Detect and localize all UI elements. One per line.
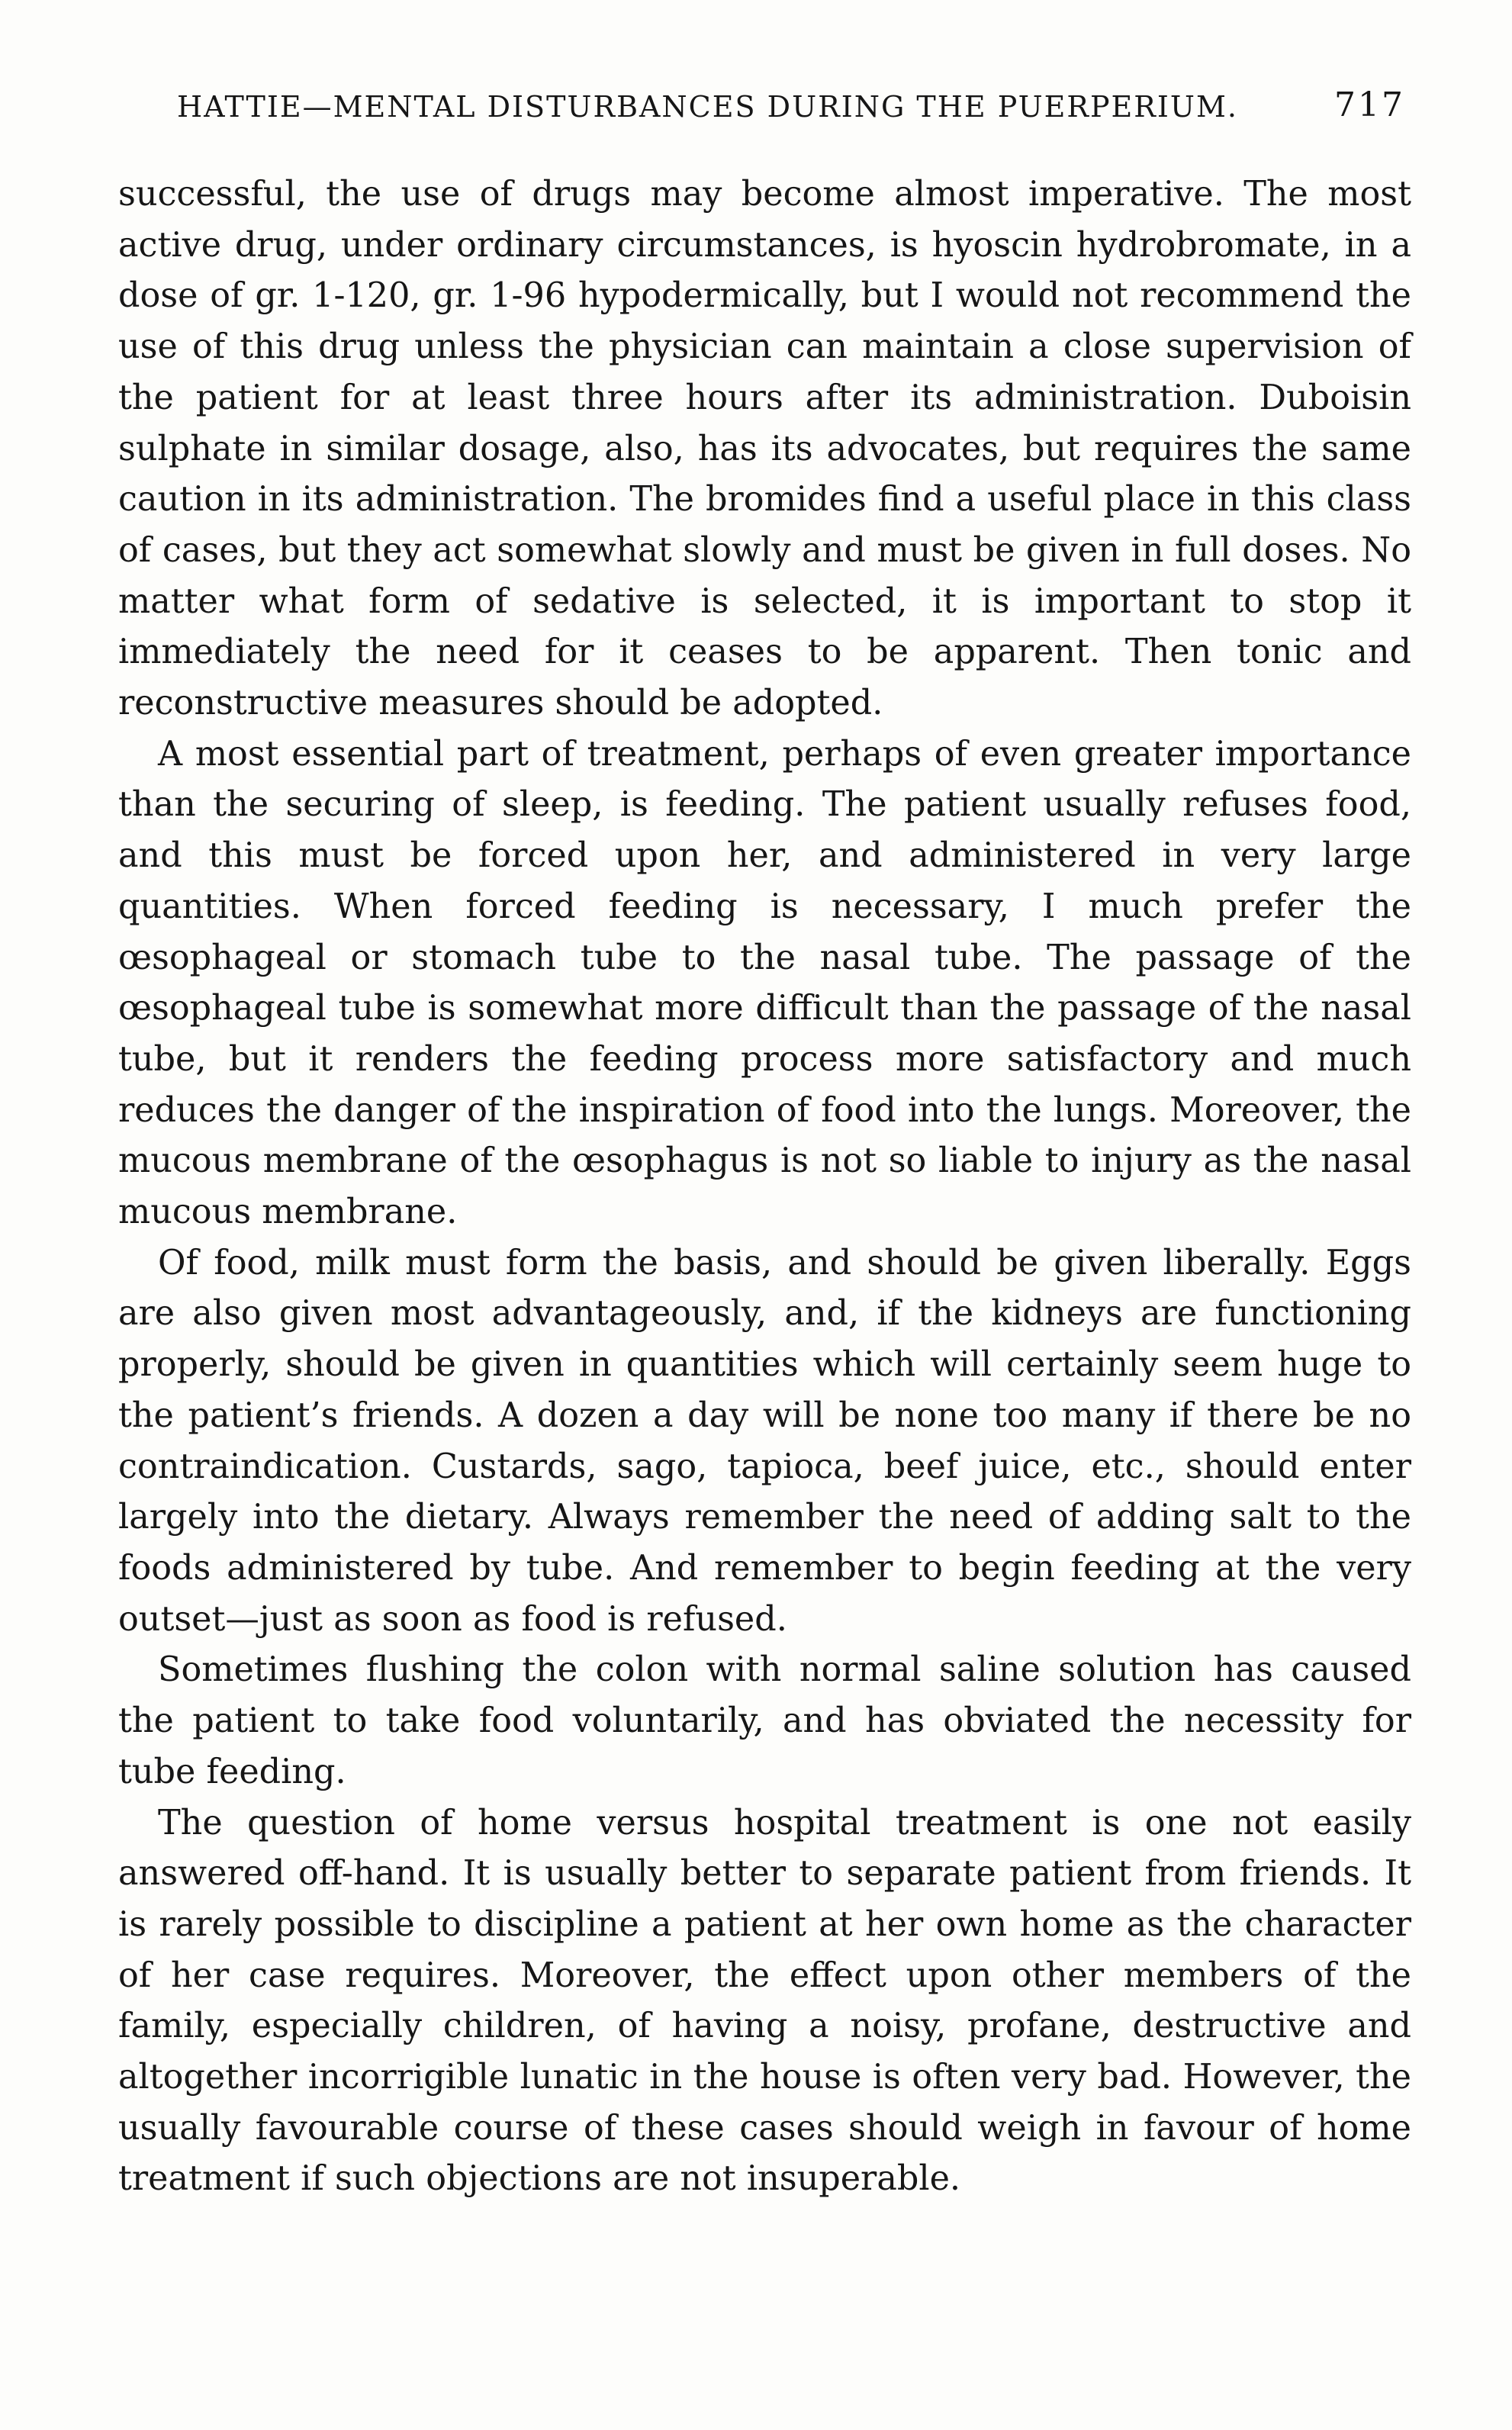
- running-head: [177, 85, 1405, 136]
- page-number: 717: [1334, 85, 1405, 124]
- paragraph-feeding: A most essential part of treatment, perhaps of even greater importance than the securing of sleep, is feeding. The patient usually refuses food, and this must be forced upon her, and administered in very large quantities. When forced feeding is necessary, I much prefer the œsophageal or stomach tube to the nasal tube. The passage of the œsophageal tube is somewhat more difficult than the passage of the nasal tube, but it renders the feeding process more satisfactory and much reduces the danger of the inspiration of food into the lungs. Moreover, the mucous membrane of the œsophagus is not so liable to injury as the nasal mucous membrane.: [118, 734, 1411, 1232]
- paragraph-home-vs-hospital: The question of home versus hospital treatment is one not easily answered off-hand. It is usually better to separate patient from friends. It is rarely possible to discipline a patient at her own home as the character of her case requires. Moreover, the effect upon other members of the family, especially children, of having a noisy, profane, destructive and altogether incorrigible lunatic in the house is often very bad. However, the usually favourable course of these cases should weigh in favour of home treatment if such objections are not insuperable.: [118, 1803, 1411, 2199]
- paragraph-colon-flushing: Sometimes flushing the colon with normal saline solution has caused the patient to take food voluntarily, and has obviated the necessity for tube feeding.: [118, 1650, 1411, 1791]
- body-text: [118, 169, 1411, 2205]
- paragraph-drug-treatment: successful, the use of drugs may become almost imperative. The most active drug, under ordinary circumstances, is hyoscin hydrobromate, in a dose of gr. 1-120, gr. 1-96 hypodermically, but I would not recommend the use of this drug unless the physician can maintain a close supervision of the patient for at least three hours after its administration. Duboisin sulphate in similar dosage, also, has its advocates, but requires the same caution in its administration. The bromides find a useful place in this class of cases, but they act somewhat slowly and must be given in full doses. No matter what form of sedative is selected, it is important to stop it immediately the need for it ceases to be apparent. Then tonic and reconstructive measures should be adopted.: [118, 175, 1411, 723]
- paragraph-food: Of food, milk must form the basis, and should be given liberally. Eggs are also given most advantageously, and, if the kidneys are functioning properly, should be given in quantities which will certainly seem huge to the patient’s friends. A dozen a day will be none too many if there be no contraindication. Custards, sago, tapioca, beef juice, etc., should enter largely into the dietary. Always remember the need of adding salt to the foods administered by tube. And remember to begin feeding at the very outset—just as soon as food is refused.: [118, 1243, 1411, 1639]
- running-title: HATTIE—MENTAL DISTURBANCES DURING THE PUERPERIUM.: [177, 90, 1238, 124]
